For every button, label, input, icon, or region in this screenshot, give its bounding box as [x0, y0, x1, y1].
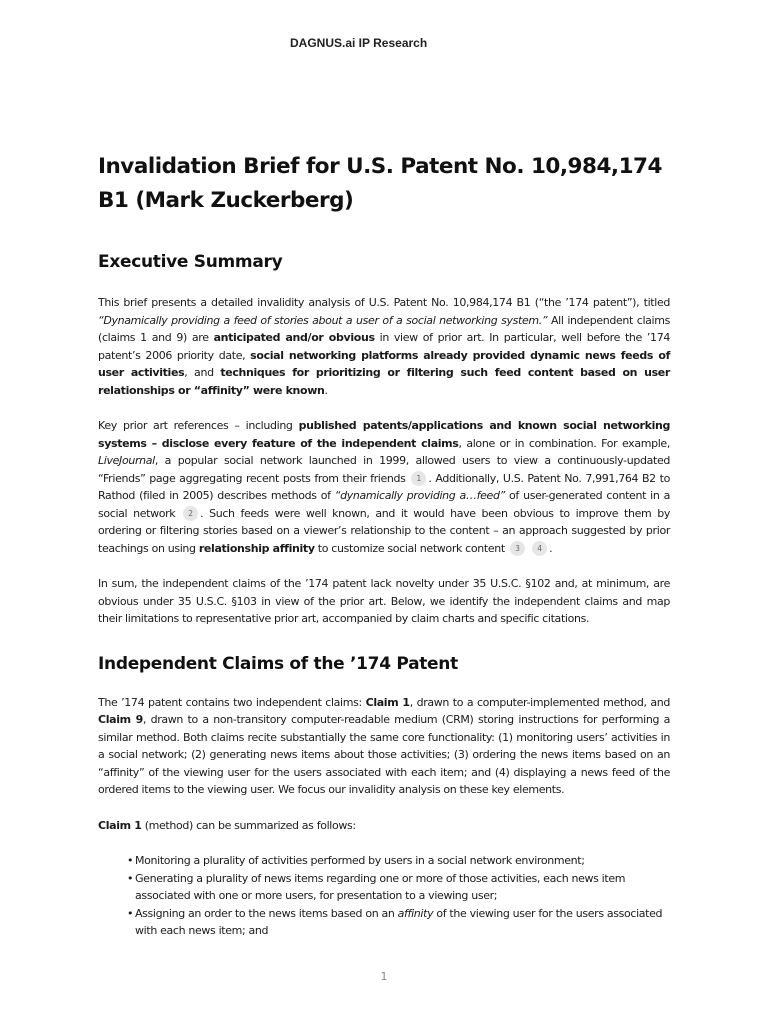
page-number: 1 [380, 970, 388, 983]
list-item: • Generating a plurality of news items regarding one or more of those activities, each news item associated with one or more users, for presentation to a viewing user; [98, 870, 670, 905]
citation-badge[interactable]: 3 [510, 541, 525, 556]
paragraph-claim1-intro: Claim 1 (method) can be summarized as follows: [98, 818, 356, 832]
citation-badge[interactable]: 2 [183, 506, 198, 521]
paragraph-intro: This brief presents a detailed invalidity analysis of U.S. Patent No. 10,984,174 B1 (“the ’174 patent”), titled “Dynamically providing a feed of stories about a user of a social networking system.” All independent claims (claims 1 and 9) are anticipated and/or obvious in view of prior art. In particular, well before the ’174 patent’s 2006 priority date, social networking platforms already provided dynamic news feeds of user activities, and techniques for prioritizing or filtering such feed content based on user relationships or “affinity” were known. [98, 296, 671, 397]
paragraph-prior-art: Key prior art references – including published patents/applications and known social networking systems – disclose every feature of the independent claims, alone or in combination. For example, LiveJournal, a popular social network launched in 1999, allowed users to view a continuously-updated “Friends” page aggregating recent posts from their friends 1 . Additionally, U.S. Patent No. 7,991,764 B2 to Rathod (filed in 2005) describes methods of “dynamically providing a…feed” of user-generated content in a social network 2 . Such feeds were well known, and it would have been obvious to improve them by ordering or filtering stories based on a viewer’s relationship to the content – an approach suggested by prior teachings on using relationship affinity to customize social network content 3 4 . [98, 419, 670, 555]
paragraph-summary: In sum, the independent claims of the ’174 patent lack novelty under 35 U.S.C. §102 and, at minimum, are obvious under 35 U.S.C. §103 in view of the prior art. Below, we identify the independent claims and map their limitations to representative prior art, accompanied by claim charts and specific citations. [98, 577, 670, 625]
section-heading-executive-summary: Executive Summary [98, 252, 283, 272]
citation-badge[interactable]: 4 [532, 541, 547, 556]
section-heading-independent-claims: Independent Claims of the ’174 Patent [98, 653, 458, 674]
document-body [98, 150, 670, 940]
claim1-element-list [98, 852, 670, 940]
paragraph-claims-overview: The ’174 patent contains two independent claims: Claim 1, drawn to a computer-implemented method, and Claim 9, drawn to a non-transitory computer-readable medium (CRM) storing instructions for performing a similar method. Both claims recite substantially the same core functionality: (1) monitoring users’ activities in a social network; (2) generating news items about those activities; (3) ordering the news items based on an “affinity” of the viewing user for the users associated with each item; and (4) displaying a news feed of the ordered items to the viewing user. We focus our invalidity analysis on these key elements. [98, 695, 670, 796]
citation-badge[interactable]: 1 [411, 471, 426, 486]
document-title: Invalidation Brief for U.S. Patent No. 10,984,174 B1 (Mark Zuckerberg) [98, 154, 662, 213]
report-header: DAGNUS.ai IP Research [290, 36, 428, 50]
list-item: • Assigning an order to the news items based on an affinity of the viewing user for the users associated with each news item; and [98, 905, 670, 940]
list-item: • Monitoring a plurality of activities performed by users in a social network environment; [98, 852, 670, 870]
